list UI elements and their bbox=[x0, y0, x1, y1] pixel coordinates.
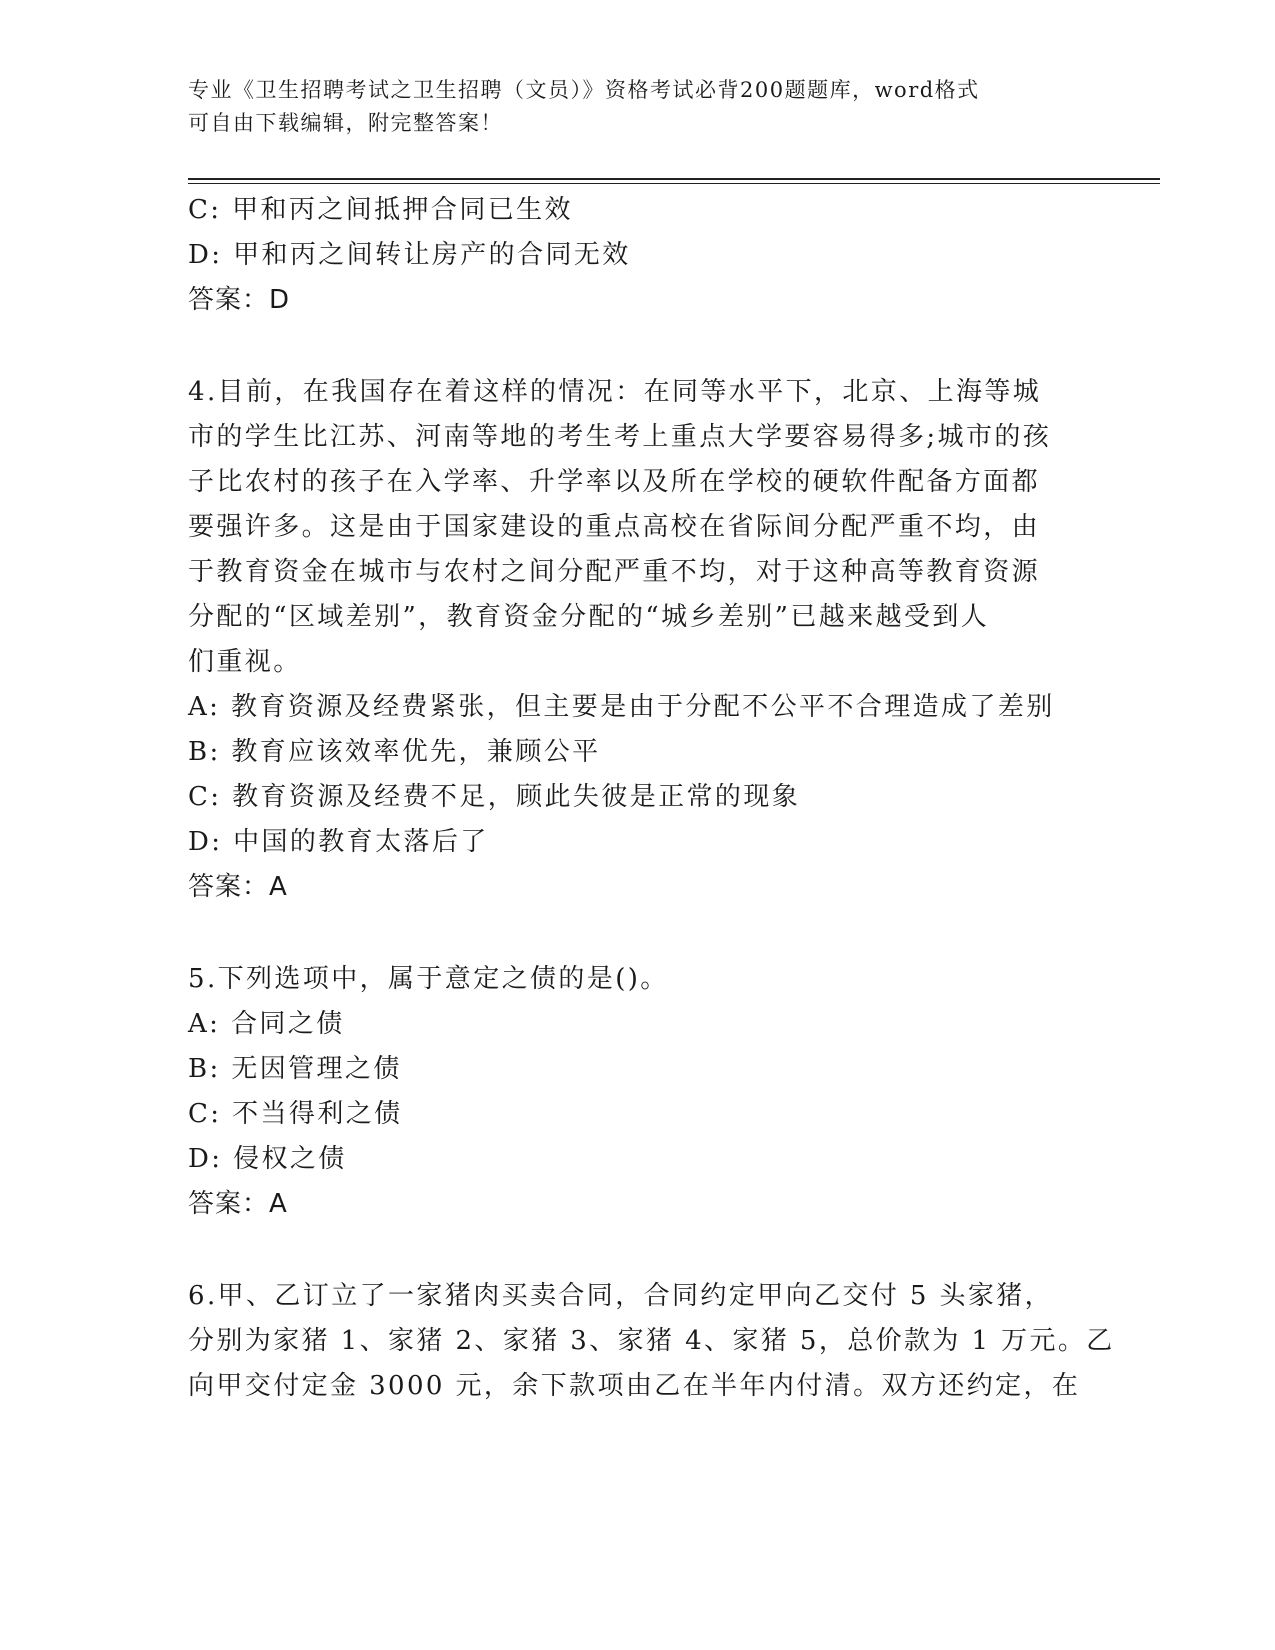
question-5 bbox=[188, 957, 1088, 1227]
q4-answer: 答案：A bbox=[188, 872, 288, 902]
q6-stem-line-1: 6.甲、乙订立了一家猪肉买卖合同，合同约定甲向乙交付 5 头家猪， bbox=[188, 1281, 1054, 1311]
q5-stem: 5.下列选项中，属于意定之债的是()。 bbox=[188, 964, 669, 994]
q4-option-a: A: 教育资源及经费紧张，但主要是由于分配不公平不合理造成了差别 bbox=[188, 692, 1055, 722]
spacer bbox=[188, 323, 1088, 370]
question-4 bbox=[188, 370, 1088, 910]
q5-option-c: C: 不当得利之债 bbox=[188, 1099, 403, 1129]
q4-stem-line-6: 分配的“区域差别”，教育资金分配的“城乡差别”已越来越受到人 bbox=[188, 602, 990, 632]
question-3 bbox=[188, 188, 1088, 323]
q3-option-d: D: 甲和丙之间转让房产的合同无效 bbox=[188, 240, 631, 270]
q5-option-d: D: 侵权之债 bbox=[188, 1144, 347, 1174]
q5-option-a: A: 合同之债 bbox=[188, 1009, 345, 1039]
page-header bbox=[188, 74, 1068, 140]
header-title-line-1: 专业《卫生招聘考试之卫生招聘（文员）》资格考试必背200题题库，word格式 bbox=[188, 78, 980, 102]
q4-option-c: C: 教育资源及经费不足，顾此失彼是正常的现象 bbox=[188, 782, 801, 812]
q4-stem-line-2: 市的学生比江苏、河南等地的考生考上重点大学要容易得多;城市的孩 bbox=[188, 422, 1052, 452]
spacer bbox=[188, 1227, 1088, 1274]
q3-option-c: C: 甲和丙之间抵押合同已生效 bbox=[188, 195, 573, 225]
header-rule-thick bbox=[188, 178, 1160, 180]
q3-answer: 答案：D bbox=[188, 285, 291, 315]
q4-stem-line-3: 子比农村的孩子在入学率、升学率以及所在学校的硬软件配备方面都 bbox=[188, 467, 1041, 497]
q4-stem-line-1: 4.目前，在我国存在着这样的情况：在同等水平下，北京、上海等城 bbox=[188, 377, 1042, 407]
q5-option-b: B: 无因管理之债 bbox=[188, 1054, 402, 1084]
header-title-line-2: 可自由下载编辑，附完整答案！ bbox=[188, 111, 503, 135]
header-rule-thin bbox=[188, 183, 1160, 184]
q4-option-d: D: 中国的教育太落后了 bbox=[188, 827, 489, 857]
q5-answer: 答案：A bbox=[188, 1189, 288, 1219]
document-body bbox=[188, 188, 1115, 1409]
q4-stem-line-5: 于教育资金在城市与农村之间分配严重不均，对于这种高等教育资源 bbox=[188, 557, 1041, 587]
spacer bbox=[188, 910, 1088, 957]
q6-stem-line-3: 向甲交付定金 3000 元，余下款项由乙在半年内付清。双方还约定，在 bbox=[188, 1371, 1081, 1401]
q4-option-b: B: 教育应该效率优先，兼顾公平 bbox=[188, 737, 601, 767]
q4-stem-line-4: 要强许多。这是由于国家建设的重点高校在省际间分配严重不均，由 bbox=[188, 512, 1041, 542]
q4-stem-line-7: 们重视。 bbox=[188, 647, 302, 677]
question-6 bbox=[188, 1274, 1115, 1409]
q6-stem-line-2: 分别为家猪 1、家猪 2、家猪 3、家猪 4、家猪 5，总价款为 1 万元。乙 bbox=[188, 1326, 1115, 1356]
